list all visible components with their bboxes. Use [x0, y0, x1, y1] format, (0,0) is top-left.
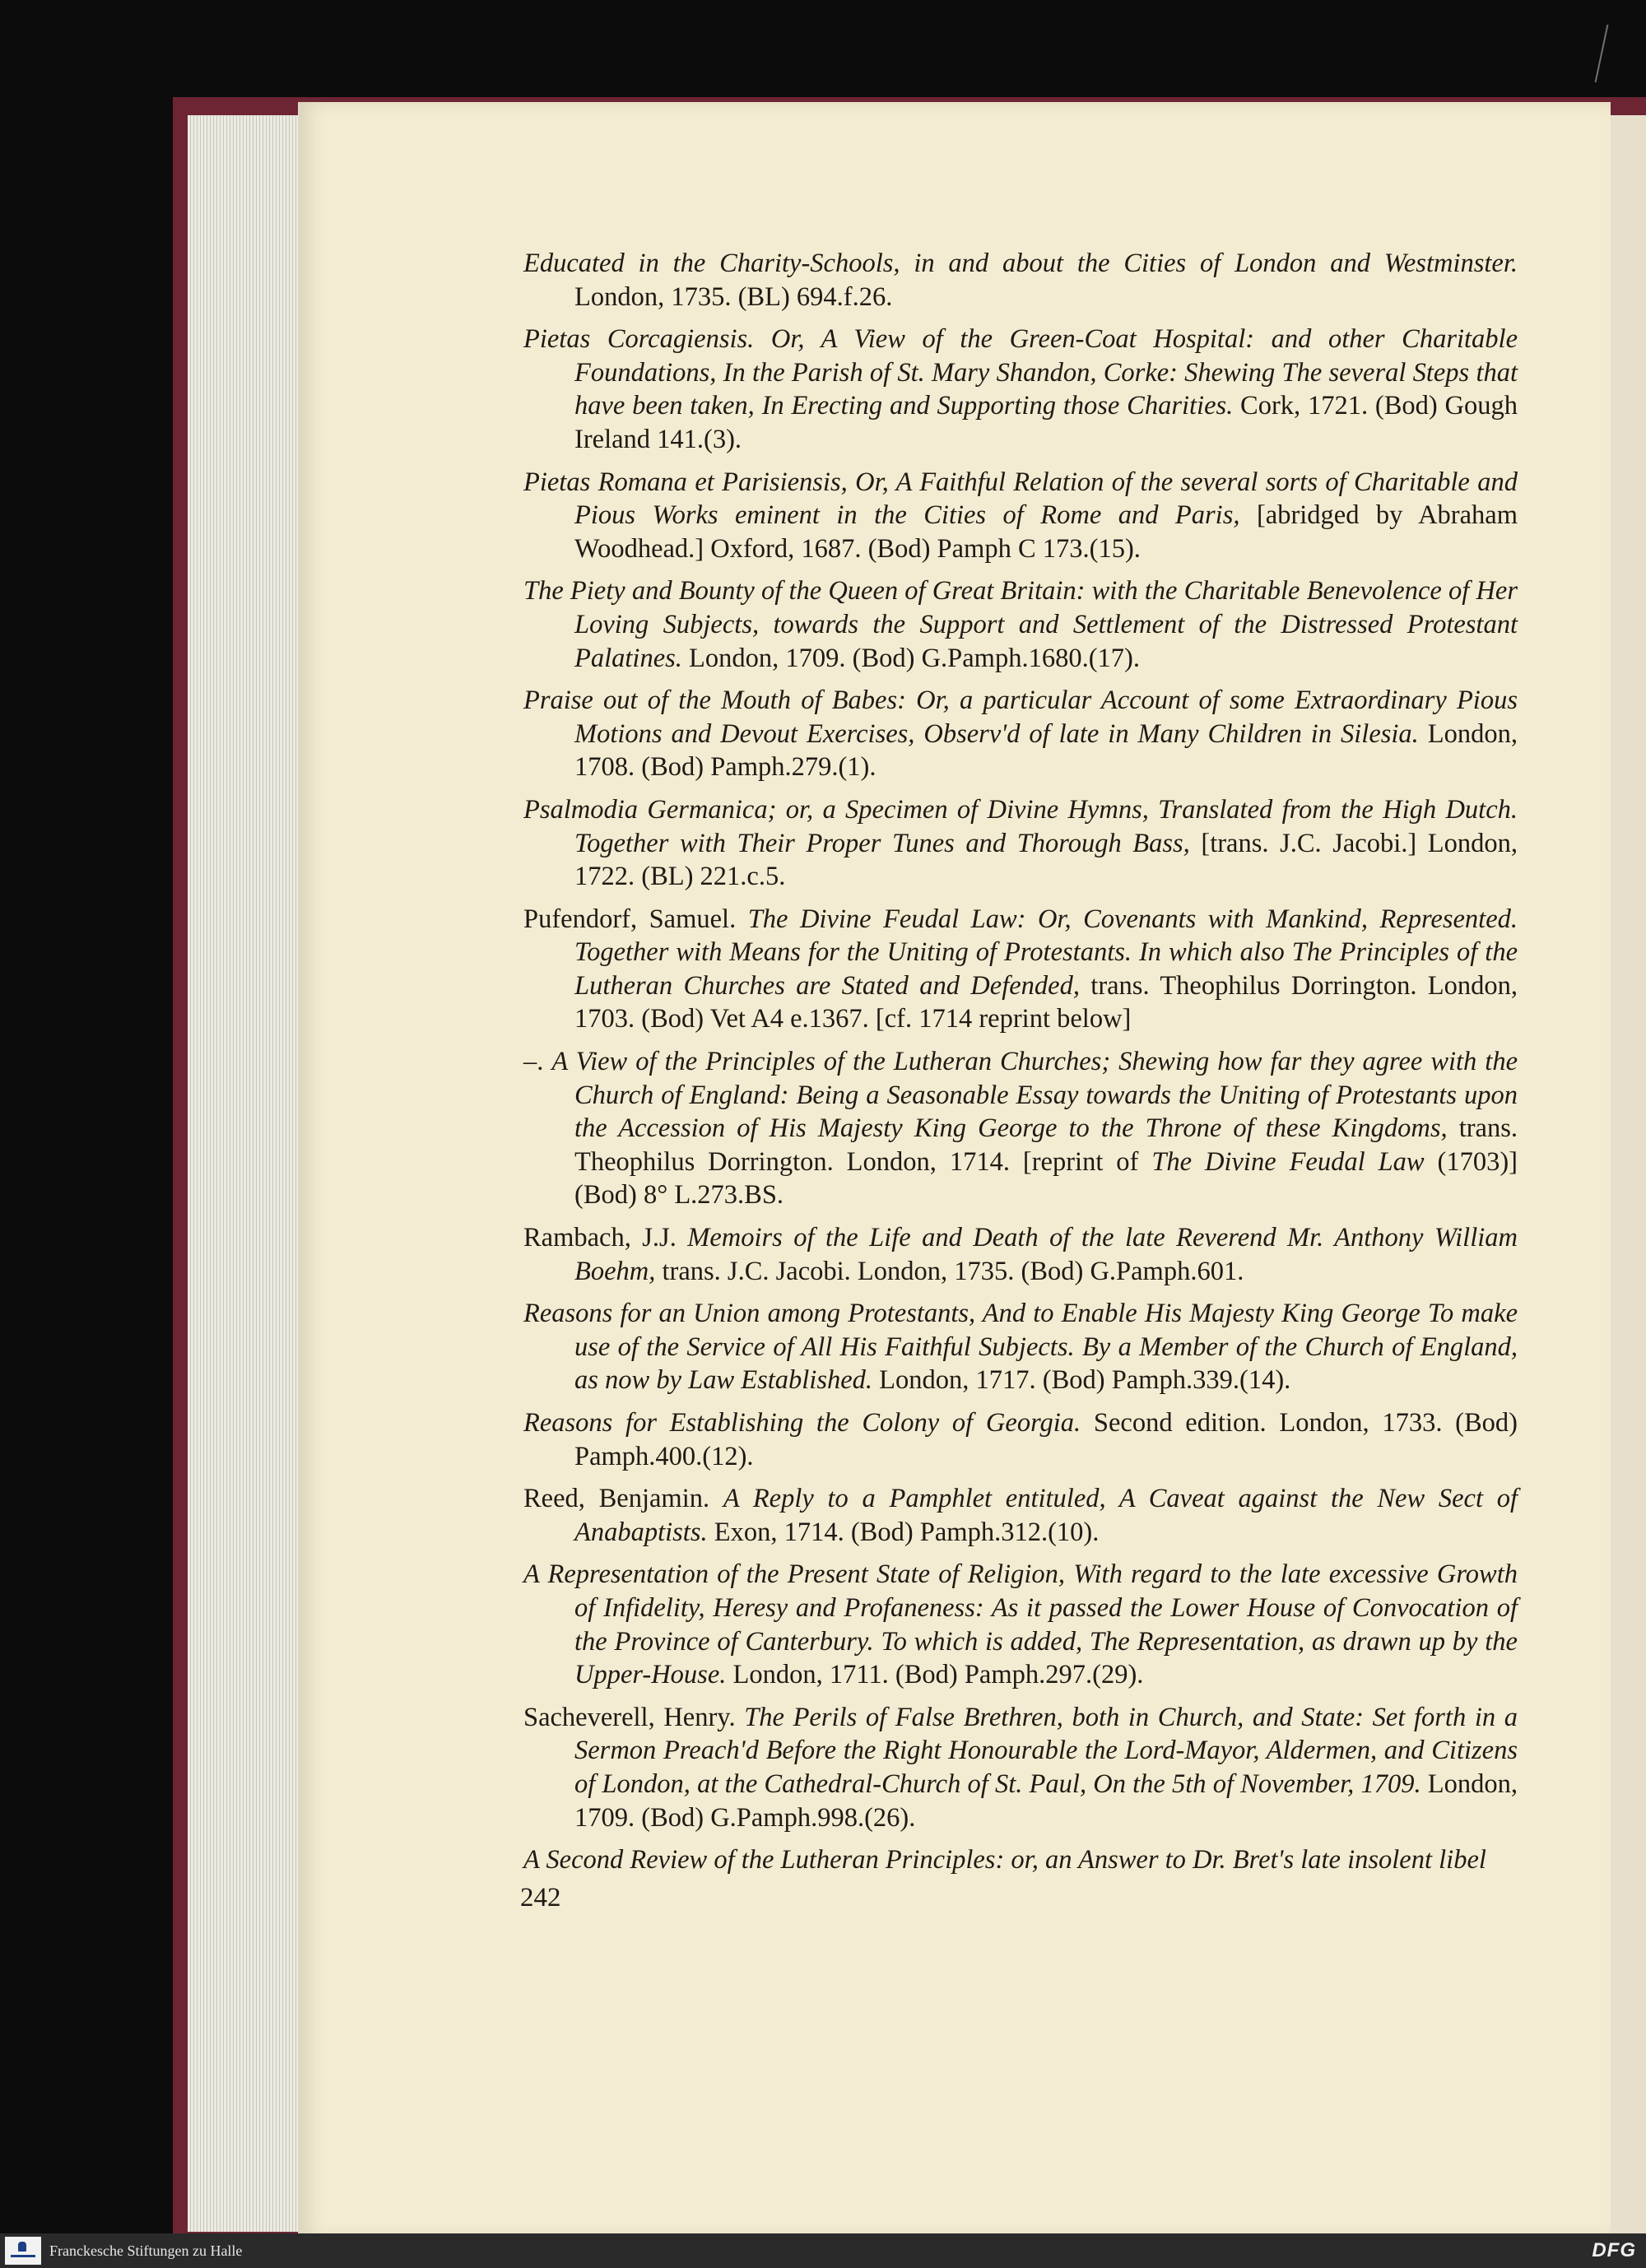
bibliography-entry: [523, 1843, 1518, 1877]
bibliography-entry: [523, 1406, 1518, 1473]
entry-title-text: Psalmodia Germanica; or, a Specimen of Divine Hymns, Translated from the High Dutch. Together with Their Proper Tunes and Thorough Bass,: [523, 794, 1518, 858]
entry-text: London, 1708. (Bod) Pamph.279.(1).: [574, 718, 1518, 783]
entry-text: Exon, 1714. (Bod) Pamph.312.(10).: [707, 1517, 1100, 1547]
entry-text: trans. J.C. Jacobi. London, 1735. (Bod) G.Pamph.601.: [655, 1256, 1244, 1286]
entry-title-text: A Second Review of the Lutheran Principles: or, an Answer to Dr. Bret's late insolent libel: [523, 1845, 1486, 1875]
entry-text: London, 1711. (Bod) Pamph.297.(29).: [726, 1660, 1144, 1690]
entry-text: London, 1717. (Bod) Pamph.339.(14).: [872, 1365, 1291, 1396]
bibliography-entry: [523, 1045, 1518, 1212]
entry-text: Second edition. London, 1733. (Bod) Pamph.400.(12).: [574, 1408, 1518, 1471]
bibliography-entry: [523, 1701, 1518, 1834]
bibliography-entry: [523, 1221, 1518, 1288]
entry-title-text: Memoirs of the Life and Death of the late Reverend Mr. Anthony William Boehm,: [574, 1223, 1518, 1286]
entry-text: Pufendorf, Samuel.: [523, 904, 748, 934]
bibliography-entry: [523, 247, 1518, 314]
entry-title-text: A View of the Principles of the Lutheran Churches; Shewing how far they agree with the Church of England: Being a Seasonable Essay towards the Uniting of Protestants upon the Accession of His Majesty King George to the Throne of these Kingdoms,: [551, 1047, 1518, 1144]
entry-title-text: Reasons for Establishing the Colony of Georgia.: [523, 1408, 1081, 1438]
scan-artifact: [1595, 25, 1646, 82]
facing-page-edge: [1611, 115, 1646, 2247]
bibliography-list: [523, 247, 1518, 1886]
entry-text: [trans. J.C. Jacobi.] London, 1722. (BL) 221.c.5.: [574, 828, 1518, 892]
entry-title-text: Pietas Corcagiensis. Or, A View of the Green-Coat Hospital: and other Charitable Foundations, In the Parish of St. Mary Shandon, Corke: Shewing The several Steps that have been taken, In Erecting and Supporting those Charities.: [523, 324, 1518, 421]
dfg-logo[interactable]: DFG: [1592, 2239, 1636, 2261]
bibliography-entry: [523, 574, 1518, 675]
entry-title-text: Reasons for an Union among Protestants, And to Enable His Majesty King George To make use of the Service of All His Faithful Subjects. By a Member of the Church of England, as now by Law Established.: [523, 1299, 1518, 1396]
viewer-footer: [0, 2233, 1646, 2268]
entry-title-text: The Divine Feudal Law: [1151, 1146, 1425, 1177]
entry-text: London, 1709. (Bod) G.Pamph.1680.(17).: [681, 643, 1140, 673]
entry-text: Sacheverell, Henry.: [523, 1702, 745, 1732]
page-edges: [188, 115, 303, 2232]
franckesche-stiftungen-logo-icon[interactable]: [5, 2237, 41, 2265]
entry-title-text: The Perils of False Brethren, both in Church, and State: Set forth in a Sermon Preach'd Before the Right Honourable the Lord-Mayor, Aldermen, and Citizens of London, at the Cathedral-Church of St. Paul, On the 5th of November, 1709.: [574, 1702, 1518, 1799]
entry-text: London, 1735. (BL) 694.f.26.: [574, 281, 893, 312]
entry-text: trans. Theophilus Dorrington. London, 1714. [reprint of: [574, 1113, 1518, 1177]
entry-title-text: The Piety and Bounty of the Queen of Great Britain: with the Charitable Benevolence of Her Loving Subjects, towards the Support and Settlement of the Distressed Protestant Palatines.: [523, 576, 1518, 673]
entry-text: Cork, 1721. (Bod) Gough Ireland 141.(3).: [574, 391, 1518, 454]
entry-title-text: The Divine Feudal Law: Or, Covenants with Mankind, Represented. Together with Means for the Uniting of Protestants. In which also The Principles of the Lutheran Churches are Stated and Defended,: [574, 904, 1518, 1001]
entry-text: Rambach, J.J.: [523, 1223, 688, 1253]
bibliography-entry: [523, 323, 1518, 456]
entry-title-text: Pietas Romana et Parisiensis, Or, A Faithful Relation of the several sorts of Charitable and Pious Works eminent in the Cities of Rome and Paris,: [523, 467, 1518, 531]
bibliography-entry: [523, 1297, 1518, 1397]
entry-text: Reed, Benjamin.: [523, 1484, 723, 1514]
bibliography-entry: [523, 684, 1518, 784]
entry-text: trans. Theophilus Dorrington. London, 1703. (Bod) Vet A4 e.1367. [cf. 1714 reprint below]: [574, 970, 1518, 1034]
entry-text: (1703)] (Bod) 8° L.273.BS.: [574, 1146, 1518, 1211]
entry-title-text: A Representation of the Present State of Religion, With regard to the late excessive Growth of Infidelity, Heresy and Profaneness: As it passed the Lower House of Convocation of the Province of Canterbury. To which is added, The Representation, as drawn up by the Upper-House.: [523, 1559, 1518, 1690]
bibliography-entry: [523, 466, 1518, 566]
bibliography-entry: [523, 903, 1518, 1036]
bibliography-entry: [523, 793, 1518, 894]
bibliography-entry: [523, 1558, 1518, 1691]
page-number: 242: [520, 1883, 561, 1912]
entry-title-text: Educated in the Charity-Schools, in and about the Cities of London and Westminster.: [523, 249, 1518, 278]
entry-text: London, 1709. (Bod) G.Pamph.998.(26).: [574, 1768, 1518, 1833]
entry-text: –.: [523, 1047, 552, 1077]
institution-label[interactable]: Franckesche Stiftungen zu Halle: [49, 2242, 243, 2259]
entry-title-text: Praise out of the Mouth of Babes: Or, a particular Account of some Extraordinary Pious Motions and Devout Exercises, Observ'd of late in Many Children in Silesia.: [523, 686, 1518, 749]
entry-title-text: A Reply to a Pamphlet entituled, A Caveat against the New Sect of Anabaptists.: [574, 1484, 1518, 1547]
bibliography-entry: [523, 1482, 1518, 1549]
entry-text: [abridged by Abraham Woodhead.] Oxford, 1687. (Bod) Pamph C 173.(15).: [574, 500, 1518, 564]
